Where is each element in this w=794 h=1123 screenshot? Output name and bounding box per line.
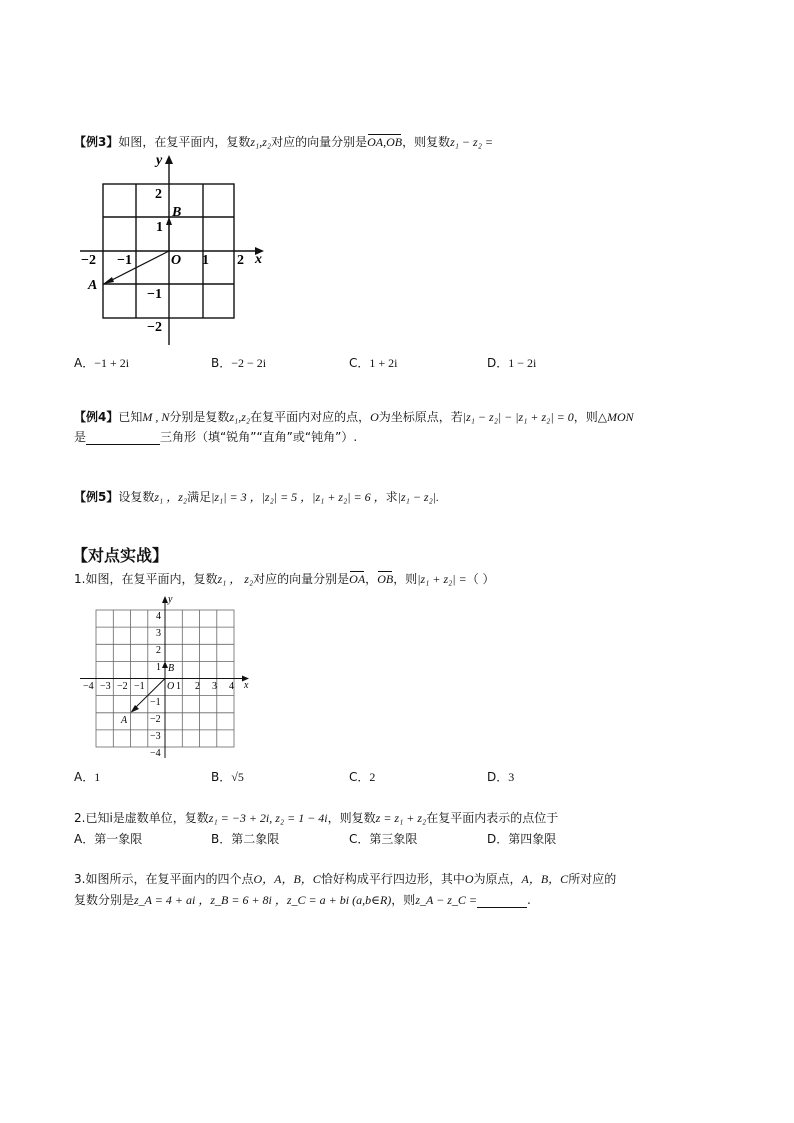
ex3-text-b: 对应的向量分别是	[271, 135, 368, 149]
ex3-y-tick-neg1: −1	[147, 287, 162, 302]
ex3-y-arrow	[165, 155, 173, 164]
ex4-answer-blank[interactable]	[86, 432, 160, 445]
q1-x-label: x	[244, 680, 249, 691]
ex3-y-tick-1: 1	[156, 220, 163, 235]
q1-point-b-label: B	[168, 663, 175, 674]
q1-x-tick-4: 4	[229, 681, 234, 692]
q2-question: 2.已知i是虚数单位，复数z₁ = −3 + 2i, z₂ = 1 − 4i，则复数z = z₁ + z₂在复平面内表示的点位于	[74, 811, 559, 825]
q3-answer-blank[interactable]	[477, 895, 527, 908]
ex4-line2: 是 三角形（填“锐角”“直角”或“钝角”）.	[74, 430, 358, 444]
ex3-point-a-label: A	[88, 278, 98, 293]
q1-y-tick-1: 1	[156, 662, 161, 673]
ex3-vectors: OA,OB	[367, 135, 403, 149]
ex3-option-a: A．−1 + 2i	[74, 356, 130, 370]
q1-y-label: y	[168, 594, 173, 605]
ex3-vector-oa	[106, 251, 169, 283]
q1-x-tick-neg3: −3	[100, 681, 111, 692]
ex3-vector-oa-head	[103, 277, 114, 284]
ex3-x-tick-neg2: −2	[81, 253, 96, 268]
q1-figure	[74, 592, 264, 762]
q1-point-a-label: A	[121, 715, 128, 726]
q1-y-tick-neg1: −1	[150, 697, 161, 708]
ex3-vars: z₁,z₂	[250, 135, 272, 149]
ex3-option-d: D．1 − 2i	[487, 356, 537, 370]
ex3-expr: z₁ − z₂ =	[450, 135, 493, 149]
q1-x-tick-3: 3	[212, 681, 217, 692]
q1-y-tick-4: 4	[156, 611, 161, 622]
q2-option-c: C．第三象限	[349, 832, 418, 846]
q1-y-tick-neg3: −3	[150, 731, 161, 742]
q1-option-a: A．1	[74, 770, 101, 784]
q1-option-b: B．√5	[211, 770, 244, 784]
ex3-y-tick-2: 2	[155, 187, 162, 202]
ex3-text-c: ，则复数	[402, 135, 451, 149]
q1-answer-paren[interactable]: （ ）	[466, 572, 495, 586]
ex3-option-c: C．1 + 2i	[349, 356, 398, 370]
q1-y-tick-3: 3	[156, 628, 161, 639]
q1-question: 1.如图，在复平面内，复数z₁ ， z₂对应的向量分别是OA，OB，则|z₁ + z₂| =（ ）	[74, 572, 495, 586]
q2-option-a: A．第一象限	[74, 832, 143, 846]
ex4-label: 【例4】	[74, 410, 119, 424]
q3-line1: 3.如图所示，在复平面内的四个点O，A，B，C恰好构成平行四边形，其中O为原点，A，B，C所对应的	[74, 872, 617, 886]
ex3-origin-label: O	[171, 253, 182, 268]
q1-vector-oa-head	[131, 705, 140, 713]
ex3-point-b-label: B	[172, 205, 182, 220]
ex4-condition: |z₁ − z₂| − |z₁ + z₂| = 0	[462, 410, 574, 424]
ex3-y-tick-neg2: −2	[147, 320, 162, 335]
q1-x-tick-2: 2	[195, 681, 200, 692]
ex3-option-b: B．−2 − 2i	[211, 356, 267, 370]
q1-x-tick-neg1: −1	[134, 681, 145, 692]
q2-option-b: B．第二象限	[211, 832, 280, 846]
ex3-figure	[74, 150, 274, 350]
q1-origin-label: O	[167, 681, 175, 692]
ex3-question	[74, 133, 493, 150]
ex3-label: 【例3】	[74, 135, 119, 149]
ex4-line1: 【例4】已知M , N分别是复数z₁,z₂在复平面内对应的点，O为坐标原点，若|z₁ − z₂| − |z₁ + z₂| = 0，则△MON	[74, 410, 634, 424]
ex3-x-tick-neg1: −1	[117, 253, 132, 268]
ex3-y-label: y	[156, 153, 163, 168]
ex5-question: 【例5】设复数z₁ ，z₂满足|z₁| = 3 ，|z₂| = 5 ，|z₁ + z₂| = 6 ，求|z₁ − z₂|.	[74, 490, 440, 504]
q1-y-tick-2: 2	[156, 645, 161, 656]
ex3-x-tick-1: 1	[202, 253, 209, 268]
q3-line2: 复数分别是z_A = 4 + ai ，z_B = 6 + 8i ，z_C = a + bi (a,b∈R)，则z_A − z_C = .	[74, 893, 531, 907]
q1-option-d: D．3	[487, 770, 515, 784]
q1-x-tick-1: 1	[176, 681, 181, 692]
q2-option-d: D．第四象限	[487, 832, 557, 846]
q1-y-tick-neg4: −4	[150, 748, 161, 759]
ex3-x-label: x	[255, 252, 262, 267]
practice-title: 【对点实战】	[72, 546, 169, 565]
q1-y-tick-neg2: −2	[150, 714, 161, 725]
q1-option-c: C．2	[349, 770, 376, 784]
ex5-label: 【例5】	[74, 490, 119, 504]
q1-x-tick-neg4: −4	[83, 681, 94, 692]
ex3-x-tick-2: 2	[237, 253, 244, 268]
q1-x-tick-neg2: −2	[117, 681, 128, 692]
ex3-text-a: 如图，在复平面内，复数	[118, 135, 251, 149]
